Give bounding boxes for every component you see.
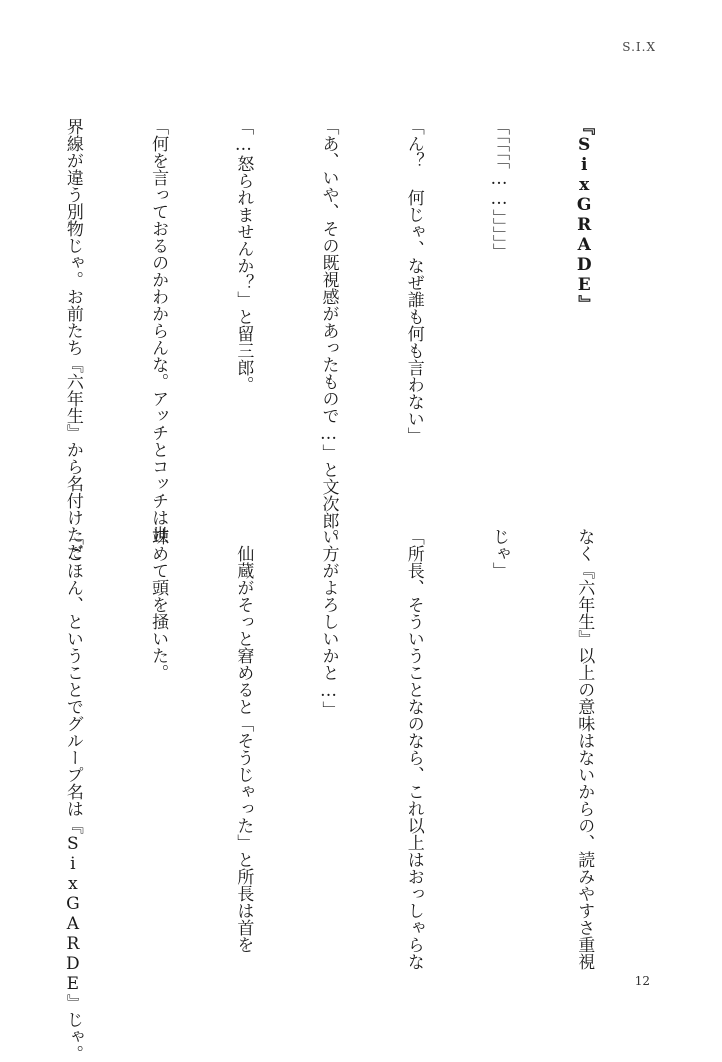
text-line: 「何を言っておるのかわからんな。アッチとコッチは世 — [148, 118, 169, 543]
text-line: 「…怒られませんか？」と留三郎。 — [233, 118, 254, 393]
section-heading: 『SixGRADE』 — [574, 118, 595, 312]
text-line — [0, 118, 2, 505]
text-line: 「ごほん、ということでグループ名は『SixGARDE』じゃ。 — [62, 528, 83, 1062]
text-line: 「「「「「……」」」」」 — [488, 118, 509, 260]
text-line: い方がよろしいかと…」 — [318, 528, 339, 718]
text-line: 仙蔵がそっと窘めると「そうじゃった」と所長は首を — [233, 528, 254, 953]
text-line: 竦めて頭を掻いた。 — [148, 528, 169, 681]
text-line — [0, 528, 2, 958]
text-line: 界線が違う別物じゃ。お前たち『六年生』から名付けただ — [62, 118, 83, 560]
text-line: 「あ、いや、その既視感があったもので…」と文次郎。 — [318, 118, 339, 546]
text-line: なく『六年生』以上の意味はないからの、読みやすさ重視 — [574, 528, 595, 970]
text-line: じゃ」 — [488, 528, 509, 579]
text-line: 「所長、そういうことなのなら、これ以上はおっしゃらな — [403, 528, 424, 970]
text-line: 「ん？ 何じゃ、なぜ誰も何も言わない」 — [403, 118, 424, 444]
upper-text-block — [62, 118, 655, 560]
page-number: 12 — [634, 974, 650, 988]
running-header: S.I.X — [622, 40, 656, 54]
